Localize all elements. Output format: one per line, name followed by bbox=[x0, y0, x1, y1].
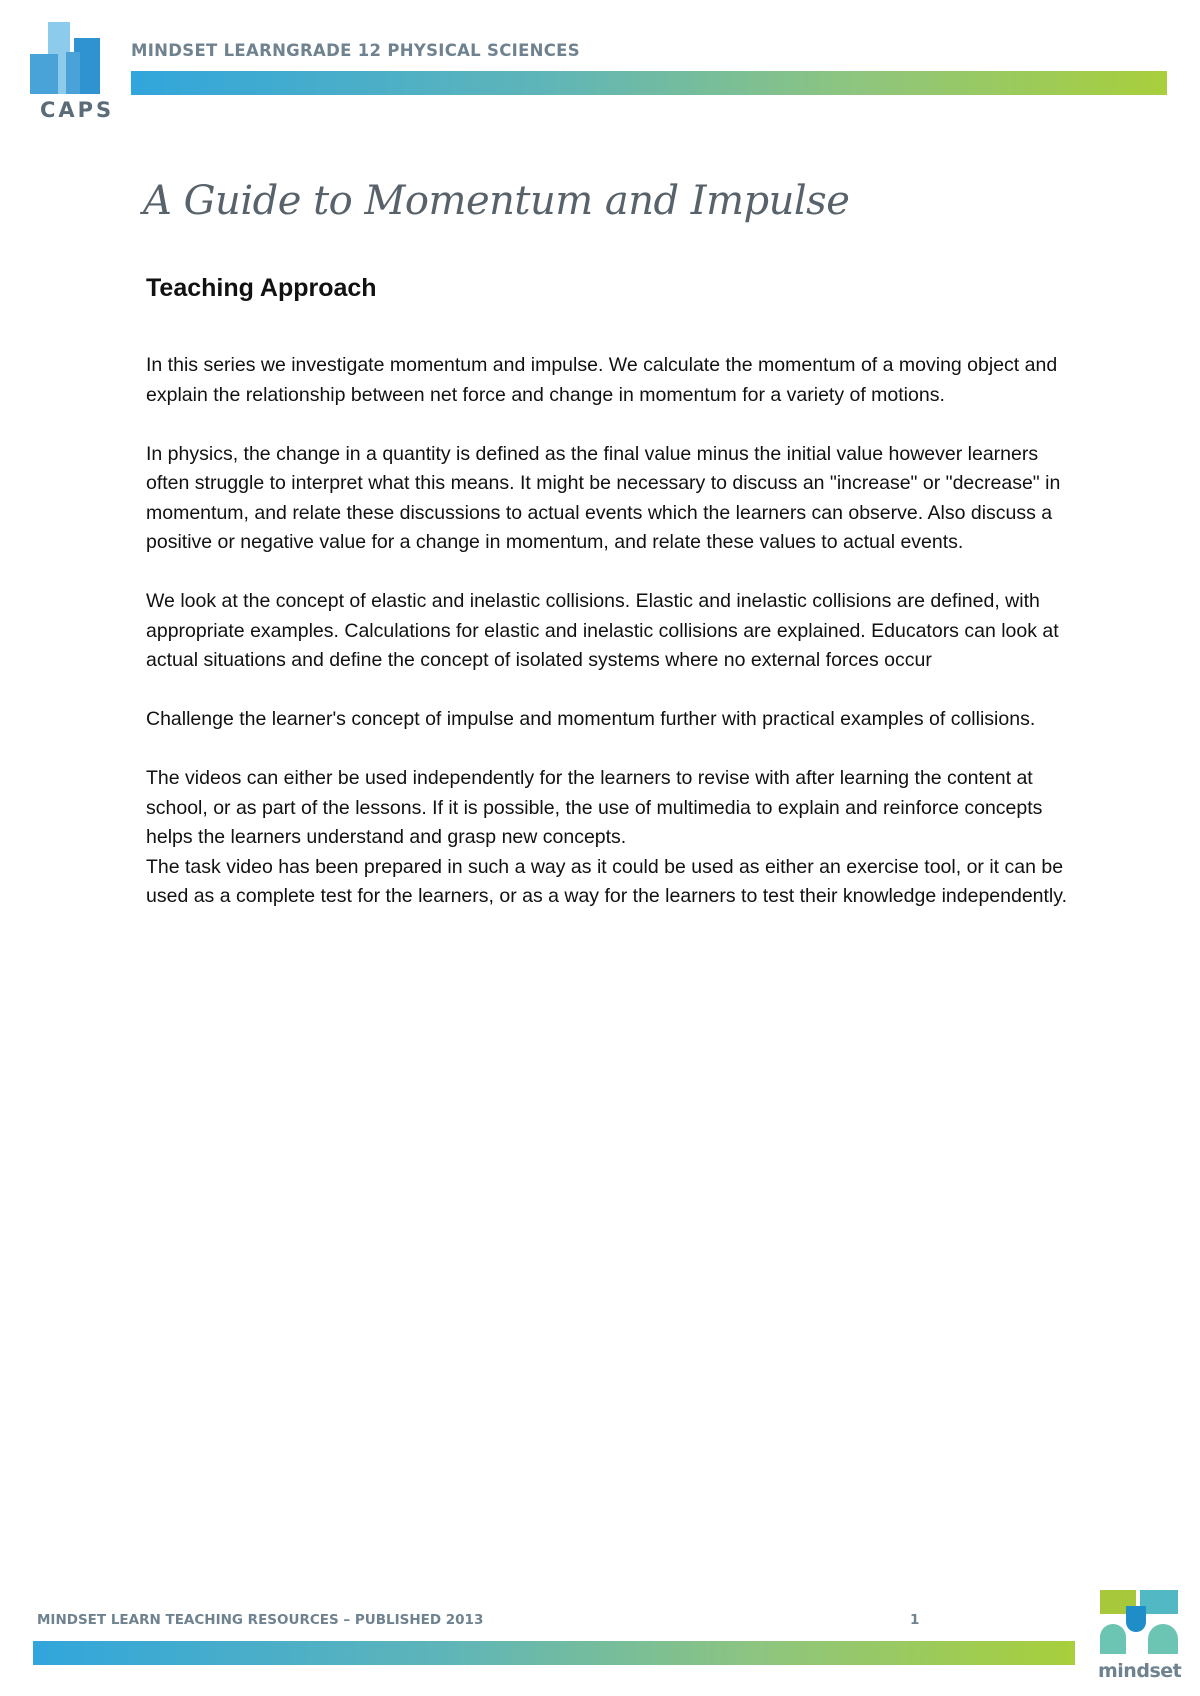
mindset-logo-shape bbox=[1148, 1624, 1178, 1654]
section-heading: Teaching Approach bbox=[146, 274, 377, 302]
paragraph: Challenge the learner's concept of impulse and momentum further with practical examples of collisions. bbox=[146, 708, 1036, 730]
footer-gradient-bar bbox=[33, 1641, 1075, 1665]
page-title: A Guide to Momentum and Impulse bbox=[143, 178, 850, 224]
caps-logo-bar bbox=[66, 52, 80, 94]
mindset-logo bbox=[1098, 1588, 1182, 1692]
header-gradient-bar bbox=[131, 71, 1167, 95]
mindset-logo-text: mindset bbox=[1098, 1660, 1182, 1682]
paragraph: In this series we investigate momentum and impulse. We calculate the momentum of a moving object and explain the relationship between net force and change in momentum for a variety of motions. bbox=[146, 354, 1058, 406]
paragraph: In physics, the change in a quantity is defined as the final value minus the initial value however learners often struggle to interpret what this means. It might be necessary to discuss an "increase" or "decrease" in momentum, and relate these discussions to actual events which the learners can observe. Also discuss a positive or negative value for a change in momentum, and relate these values to actual events. bbox=[146, 442, 1061, 553]
caps-logo bbox=[30, 22, 115, 122]
paragraph: We look at the concept of elastic and inelastic collisions. Elastic and inelastic collisions are defined, with appropriate examples. Calculations for elastic and inelastic collisions are explained. Educators can look at actual situations and define the concept of isolated systems where no external forces occur bbox=[146, 590, 1059, 671]
header-title: MINDSET LEARNGRADE 12 PHYSICAL SCIENCES bbox=[131, 41, 580, 60]
page-number: 1 bbox=[910, 1612, 920, 1628]
footer-text: MINDSET LEARN TEACHING RESOURCES – PUBLISHED 2013 bbox=[37, 1612, 484, 1628]
caps-logo-bar bbox=[30, 54, 58, 94]
mindset-logo-shape bbox=[1126, 1606, 1146, 1632]
paragraph: The task video has been prepared in such a way as it could be used as either an exercise tool, or it can be used as a complete test for the learners, or as a way for the learners to test their knowledge independently. bbox=[146, 855, 1067, 907]
paragraph: The videos can either be used independently for the learners to revise with after learning the content at school, or as part of the lessons. If it is possible, the use of multimedia to explain and reinforce concepts helps the learners understand and grasp new concepts. bbox=[146, 767, 1043, 848]
caps-logo-text: CAPS bbox=[40, 98, 115, 122]
mindset-logo-shape bbox=[1100, 1624, 1126, 1654]
body-text bbox=[146, 351, 1086, 941]
